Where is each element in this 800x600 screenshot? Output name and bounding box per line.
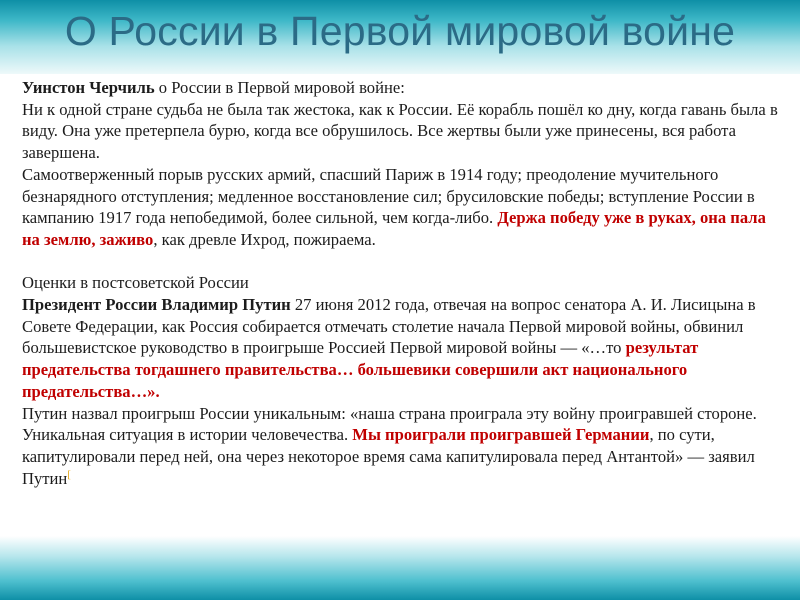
section-heading: Оценки в постсоветской России [22,273,249,293]
slide-body [22,77,782,489]
emphasis-quote: результат предательства тогдашнего правительства… большевики совершили акт национального предательства…». [22,338,699,401]
page-title: О России в Первой мировой войне [64,8,736,54]
churchill-paragraph-1: Ни к одной стране судьба не была так жестока, как к России. Её корабль пошёл ко дну, когда гавань была в виду. Она уже претерпела бурю, когда все обрушилось. Все жертвы были уже принесены, вся работа завершена. [22,99,778,163]
churchill-intro [22,77,782,99]
emphasis-quote: Мы проиграли проигравшей Германии [352,425,650,445]
churchill-paragraph-2 [22,164,782,251]
para2-end-text: , как древле Ихрод, пожираема. [153,229,376,249]
emphasis-quote: Держа победу уже в руках, она пала на землю, заживо [22,208,766,249]
author-name: Уинстон Черчиль [22,78,155,97]
speaker-name: Президент России Владимир Путин [22,295,291,315]
p1-text: 27 июня 2012 года, отвечая на вопрос сенатора А. И. Лисицына в Совете Федерации, как Россия собирается отмечать столетие начала Первой мировой войны, обвинил большевистское руководство в проигрыше Россией Первой мировой войны — «…то [22,295,756,358]
p2-end-text: , по сути, капитулировали перед ней, она через некоторое время сама капитулировала перед Антантой» — заявил Путин [22,425,755,488]
putin-paragraph-1 [22,294,782,403]
citation-link[interactable]: [ [67,468,71,481]
footer-gradient-band [0,536,800,600]
putin-paragraph-2 [22,403,782,490]
p2-text: Путин назвал проигрыш России уникальным: «наша страна проиграла эту войну проигравшей стороне. Уникальная ситуация в истории человечества. [22,403,757,445]
para2-text: Самоотверженный порыв русских армий, спасший Париж в 1914 году; преодоление мучительного безнарядного отступления; медленное восстановление сил; брусиловские победы; вступление России в кампанию 1917 года непобедимой, более сильной, чем когда-либо. [22,164,755,228]
spacer [22,251,782,273]
intro-text: о России в Первой мировой войне: [154,78,405,97]
